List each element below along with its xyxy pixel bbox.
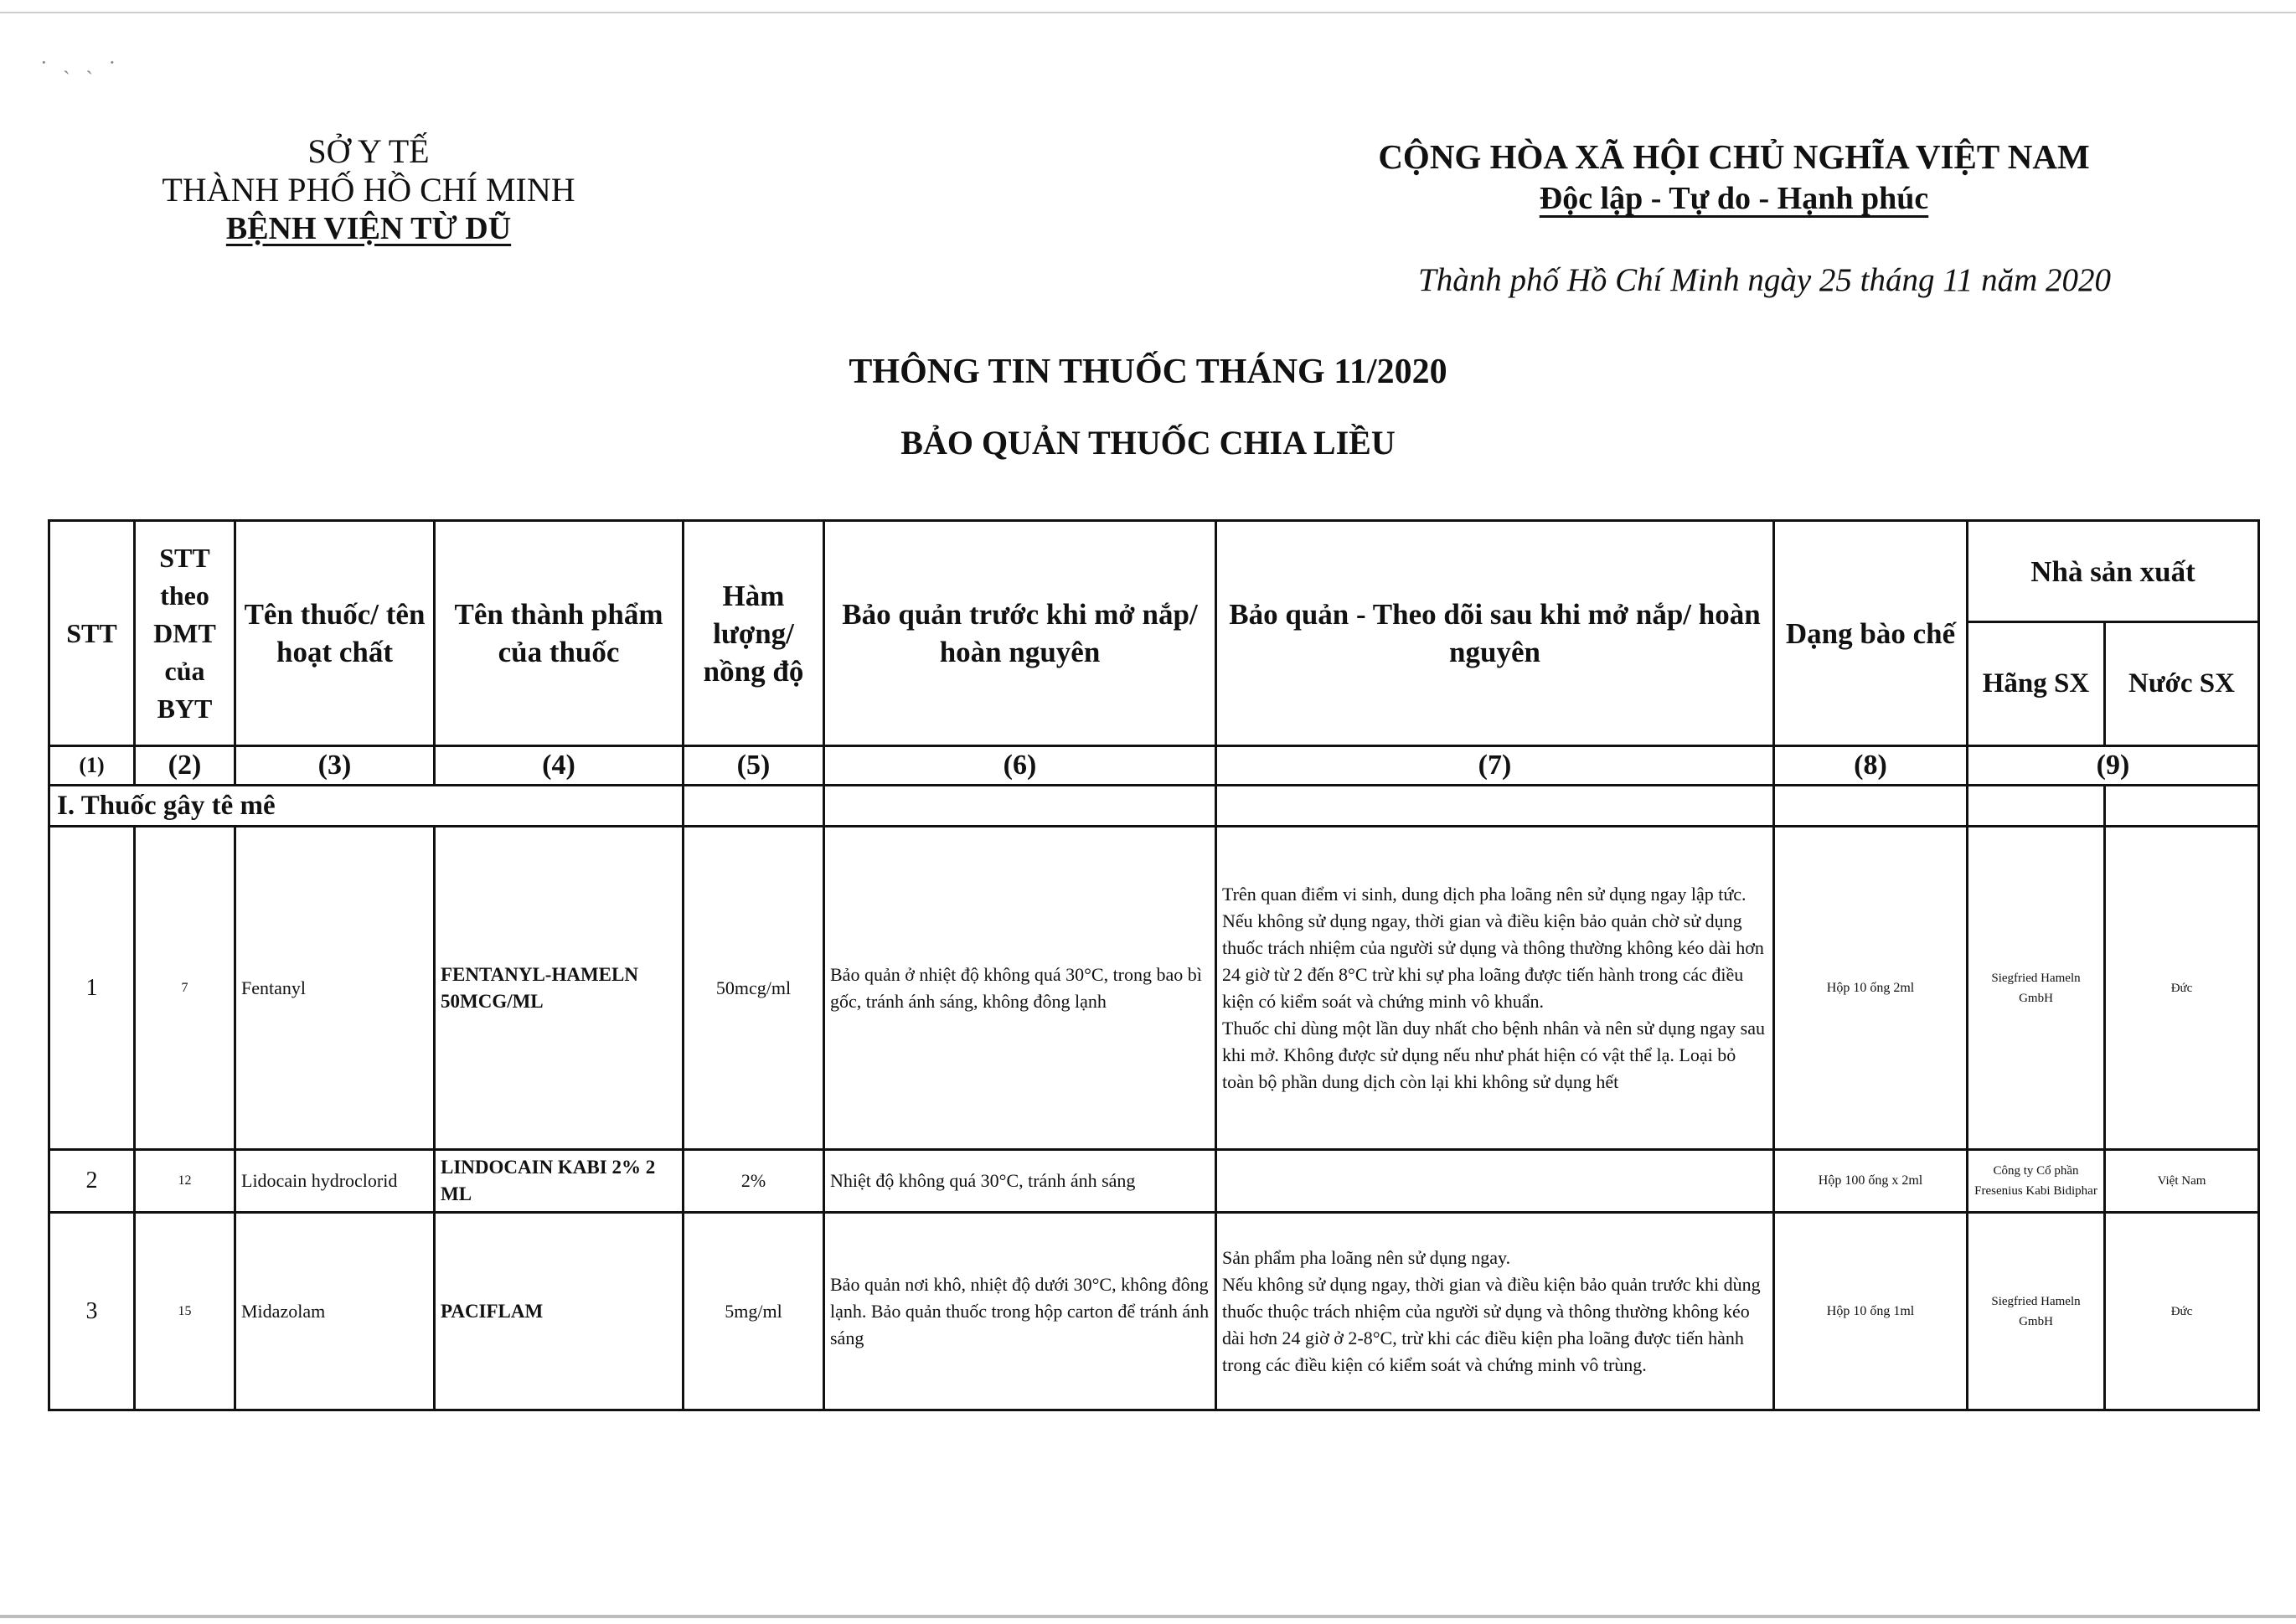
section-row: [49, 786, 2259, 827]
country-name: CỘNG HÒA XÃ HỘI CHỦ NGHĨA VIỆT NAM: [1378, 137, 2090, 176]
row-country: Việt Nam: [2105, 1150, 2259, 1213]
header-stt-dmt: STT theo DMT của BYT: [135, 521, 235, 746]
row-drug-name: Fentanyl: [235, 827, 435, 1150]
col-number: (2): [135, 746, 235, 786]
row-dosage-form: Hộp 10 ống 2ml: [1774, 827, 1968, 1150]
row-storage-after: [1216, 1150, 1774, 1213]
row-storage-before: Bảo quản ở nhiệt độ không quá 30°C, trong bao bì gốc, tránh ánh sáng, không đông lạnh: [824, 827, 1216, 1150]
header-drug-name: Tên thuốc/ tên hoạt chất: [235, 521, 435, 746]
storage-after-para-1: Trên quan điểm vi sinh, dung dịch pha loãng nên sử dụng ngay lập tức. Nếu không sử dụng ngay, thời gian và điều kiện bảo quản chờ sử dụng thuốc trách nhiệm của người sử dụng và thông thường không kéo dài hơn 24 giờ từ 2 đến 8°C trừ khi sự pha loãng được tiến hành trong các điều kiện có kiểm soát và chứng minh vô khuẩn.: [1222, 883, 1764, 1012]
storage-after-para-2: Nếu không sử dụng ngay, thời gian và điều kiện bảo quản trước khi dùng thuốc thuộc trách nhiệm của người sử dụng và thông thường không kéo dài hơn 24 giờ ở 2-8°C, trừ khi các điều kiện pha loãng được tiến hành trong các điều kiện có kiểm soát và chứng minh vô trùng.: [1222, 1273, 1761, 1375]
document-subtitle: BẢO QUẢN THUỐC CHIA LIỀU: [900, 424, 1396, 461]
header-stt: STT: [49, 521, 135, 746]
section-title: I. Thuốc gây tê mê: [49, 786, 684, 827]
row-stt-dmt: 12: [135, 1150, 235, 1213]
row-strength: 5mg/ml: [684, 1213, 824, 1410]
col-number: (9): [1968, 746, 2259, 786]
national-motto: Độc lập - Tự do - Hạnh phúc: [1539, 181, 1929, 216]
col-number: (7): [1216, 746, 1774, 786]
header-manufacturer-company: Hãng SX: [1968, 622, 2105, 746]
header-product-name: Tên thành phẩm của thuốc: [435, 521, 684, 746]
row-manufacturer: Siegfried Hameln GmbH: [1968, 1213, 2105, 1410]
row-dosage-form: Hộp 10 ống 1ml: [1774, 1213, 1968, 1410]
header-manufacturer: Nhà sản xuất: [1968, 521, 2259, 622]
row-strength: 2%: [684, 1150, 824, 1213]
agency-line-3: BỆNH VIỆN TỪ DŨ: [225, 211, 512, 246]
scan-edge-top: [0, 12, 2296, 13]
row-strength: 50mcg/ml: [684, 827, 824, 1150]
col-number: (6): [824, 746, 1216, 786]
row-storage-before: Nhiệt độ không quá 30°C, tránh ánh sáng: [824, 1150, 1216, 1213]
row-storage-after: [1216, 1213, 1774, 1410]
row-storage-after: [1216, 827, 1774, 1150]
agency-line-2: THÀNH PHỐ HỒ CHÍ MINH: [162, 171, 575, 209]
document-date: Thành phố Hồ Chí Minh ngày 25 tháng 11 năm 2020: [1418, 262, 2111, 298]
row-product-name: FENTANYL-HAMELN 50MCG/ML: [435, 827, 684, 1150]
storage-after-para-2: Thuốc chỉ dùng một lần duy nhất cho bệnh nhân và nên sử dụng ngay sau khi mở. Không được sử dụng nếu như phát hiện có vật thể lạ. Loại bỏ toàn bộ phần dung dịch còn lại khi không sử dụng hết: [1222, 1017, 1765, 1092]
issuing-agency: [134, 132, 603, 248]
scan-specks: · ˏ ˎ ·: [40, 50, 121, 75]
row-product-name: PACIFLAM: [435, 1213, 684, 1410]
header-manufacturer-country: Nước SX: [2105, 622, 2259, 746]
row-drug-name: Midazolam: [235, 1213, 435, 1410]
agency-line-1: SỞ Y TẾ: [307, 132, 430, 170]
row-stt: 3: [49, 1213, 135, 1410]
row-stt: 1: [49, 827, 135, 1150]
column-number-row: [49, 746, 2259, 786]
col-number: (5): [684, 746, 824, 786]
header-storage-after: Bảo quản - Theo dõi sau khi mở nắp/ hoàn nguyên: [1216, 521, 1774, 746]
row-storage-before: Bảo quản nơi khô, nhiệt độ dưới 30°C, không đông lạnh. Bảo quản thuốc trong hộp carton để tránh ánh sáng: [824, 1213, 1216, 1410]
row-stt: 2: [49, 1150, 135, 1213]
row-product-name: LINDOCAIN KABI 2% 2 ML: [435, 1150, 684, 1213]
scan-edge-bottom: [0, 1615, 2296, 1618]
document-title: THÔNG TIN THUỐC THÁNG 11/2020: [849, 353, 1447, 391]
row-dosage-form: Hộp 100 ống x 2ml: [1774, 1150, 1968, 1213]
table-row: [49, 1150, 2259, 1213]
col-number: (4): [435, 746, 684, 786]
row-country: Đức: [2105, 1213, 2259, 1410]
storage-after-para-1: Sản phẩm pha loãng nên sử dụng ngay.: [1222, 1246, 1511, 1268]
col-number: (1): [49, 746, 135, 786]
row-manufacturer: Công ty Cổ phần Fresenius Kabi Bidiphar: [1968, 1150, 2105, 1213]
row-country: Đức: [2105, 827, 2259, 1150]
table-row: [49, 827, 2259, 1150]
col-number: (3): [235, 746, 435, 786]
col-number: (8): [1774, 746, 1968, 786]
header-storage-before: Bảo quản trước khi mở nắp/ hoàn nguyên: [824, 521, 1216, 746]
table-row: [49, 1213, 2259, 1410]
header-dosage-form: Dạng bào chế: [1774, 521, 1968, 746]
row-stt-dmt: 15: [135, 1213, 235, 1410]
header-row: [49, 521, 2259, 622]
row-stt-dmt: 7: [135, 827, 235, 1150]
row-drug-name: Lidocain hydroclorid: [235, 1150, 435, 1213]
national-heading: [1340, 136, 2128, 219]
header-strength: Hàm lượng/ nồng độ: [684, 521, 824, 746]
drug-storage-table: [48, 519, 2260, 1411]
row-manufacturer: Siegfried Hameln GmbH: [1968, 827, 2105, 1150]
